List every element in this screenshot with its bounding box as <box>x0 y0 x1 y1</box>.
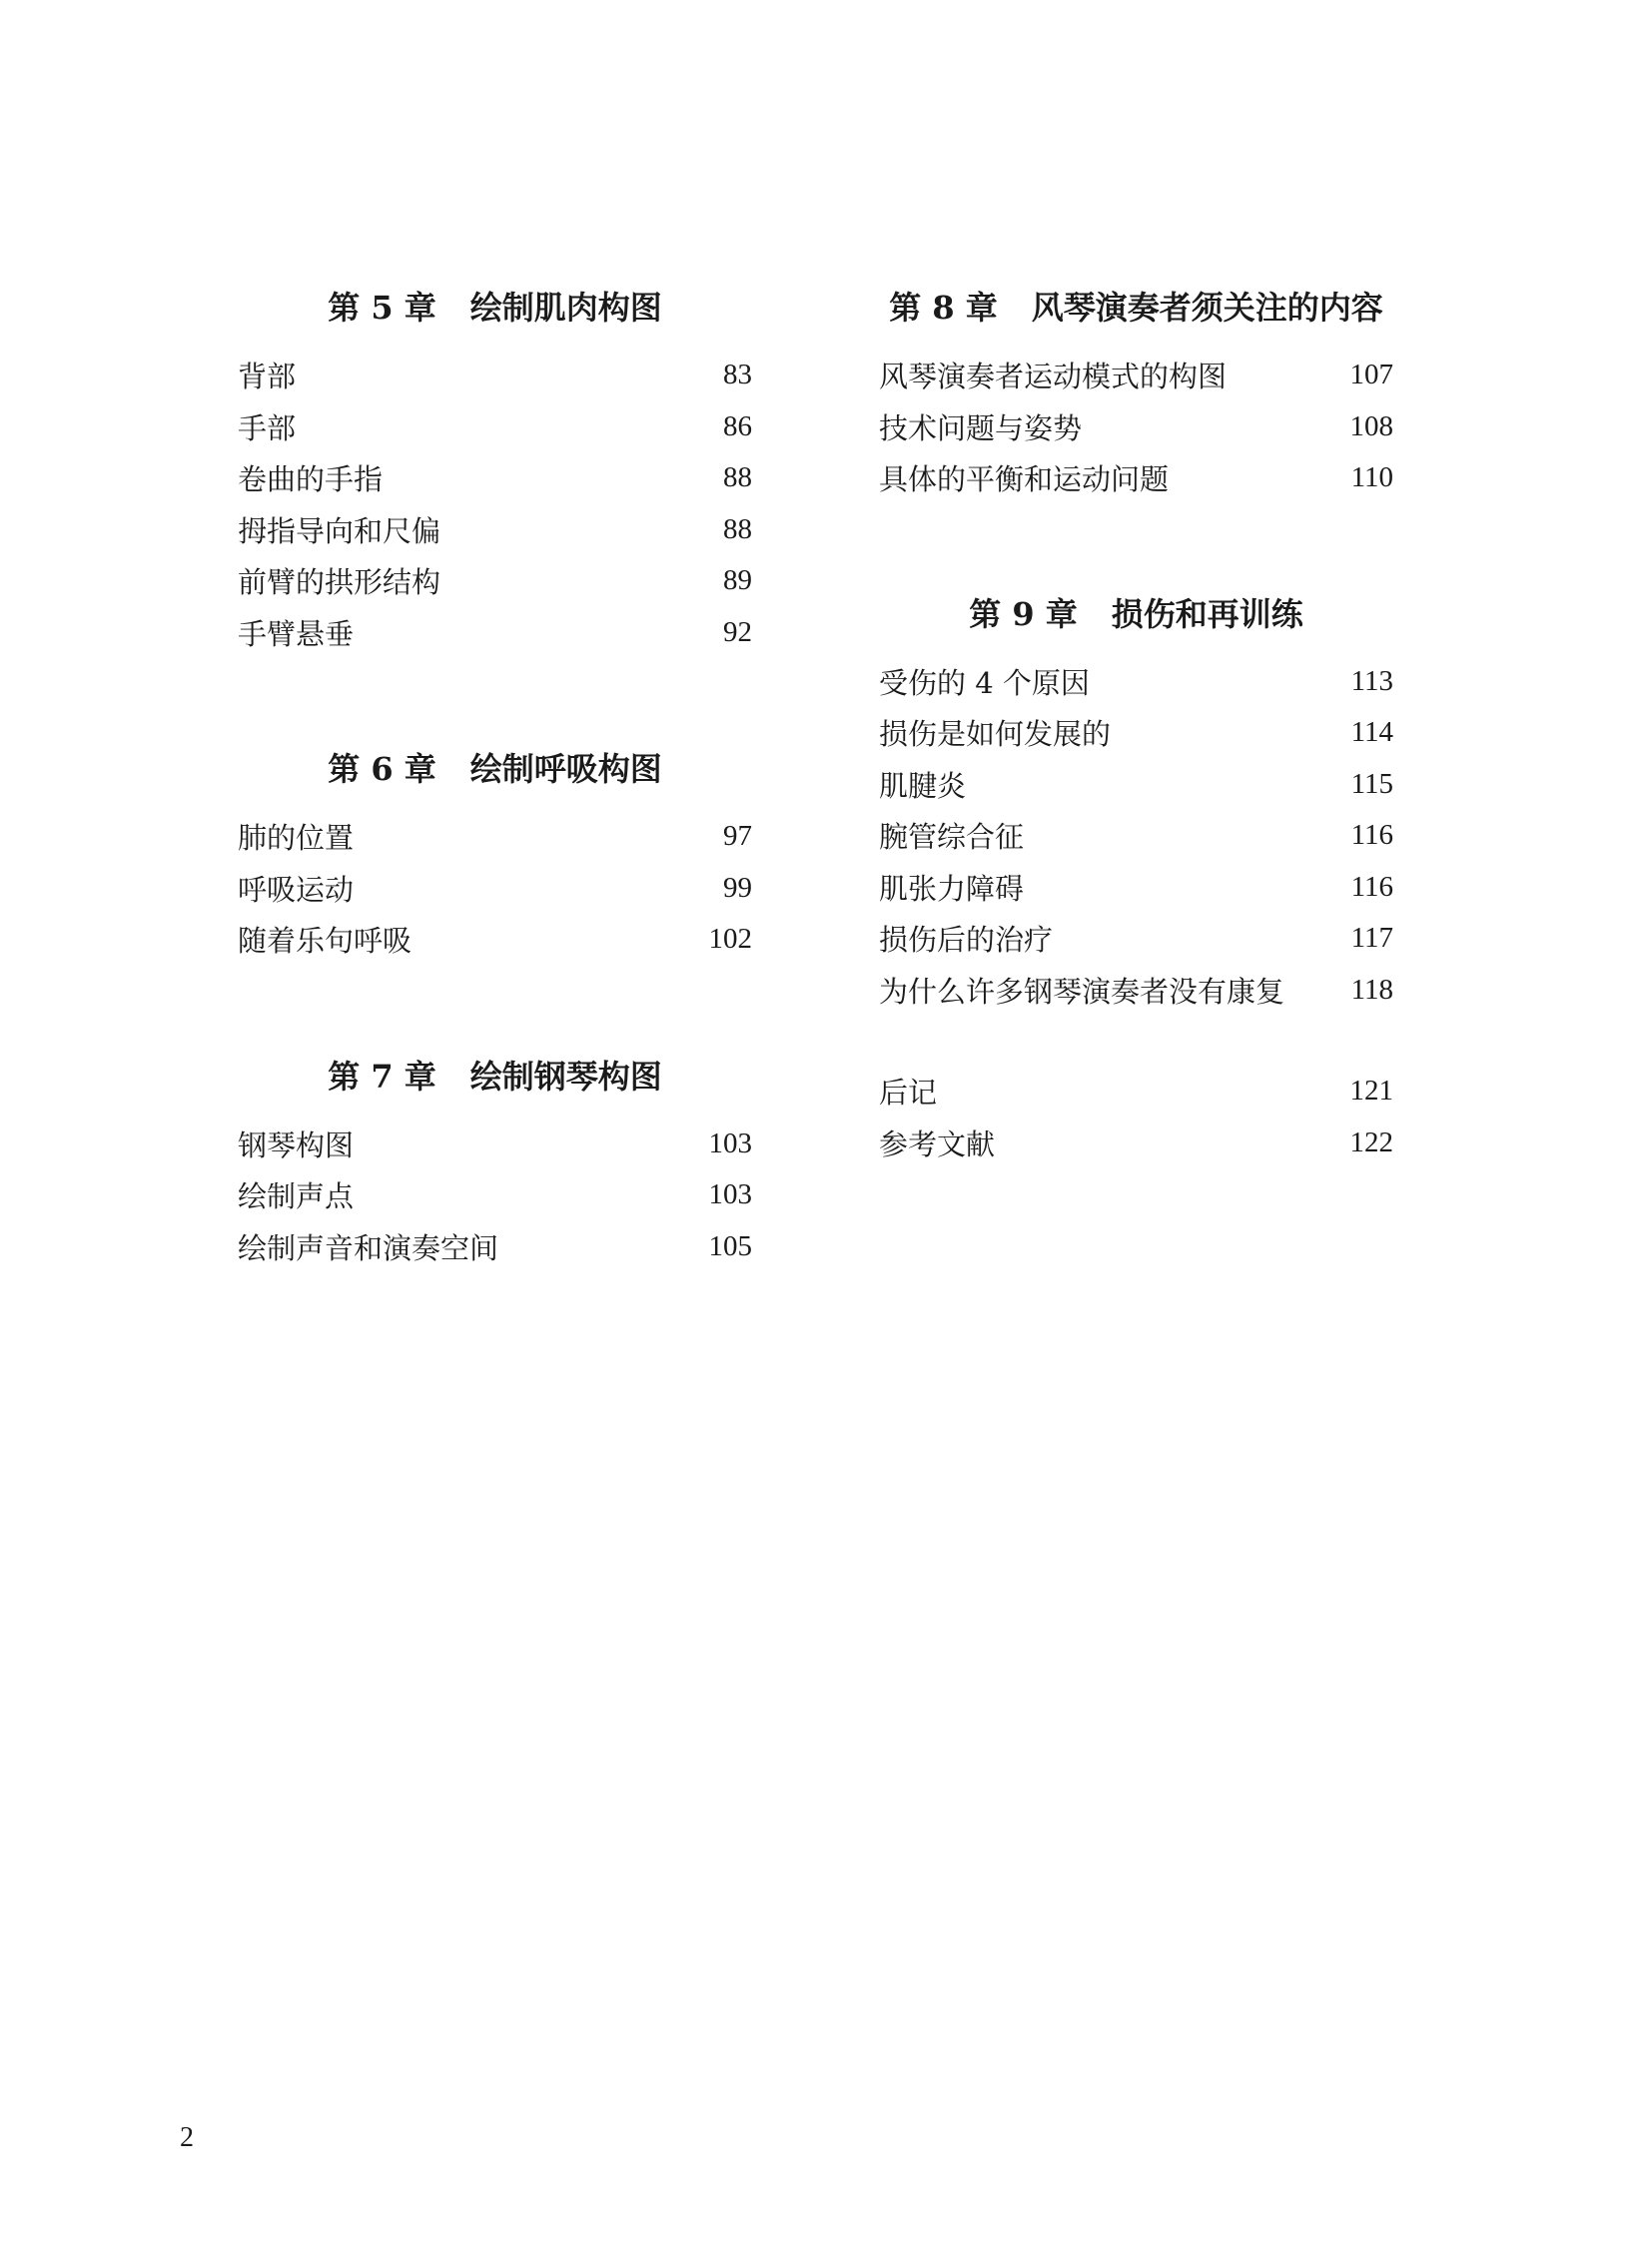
chapter-section <box>238 280 752 658</box>
toc-entry[interactable] <box>879 1118 1393 1169</box>
toc-entry[interactable] <box>238 504 752 556</box>
entry-title: 随着乐句呼吸 <box>238 924 413 959</box>
entry-title: 拇指导向和尺偏 <box>238 513 441 548</box>
entry-page: 114 <box>1350 716 1393 749</box>
entry-title: 手臂悬垂 <box>238 616 355 651</box>
chapter-label: 第 8 章 <box>889 289 998 327</box>
chapter-heading <box>879 586 1393 642</box>
entry-title: 受伤的 4 个原因 <box>879 665 1090 700</box>
back-matter-section <box>879 1066 1393 1168</box>
toc-entry[interactable] <box>879 810 1393 862</box>
chapter-title: 绘制呼吸构图 <box>469 750 662 788</box>
entry-page: 86 <box>723 409 752 442</box>
entry-page: 110 <box>1350 461 1393 494</box>
toc-entry[interactable] <box>238 452 752 504</box>
entry-page: 118 <box>1350 973 1393 1006</box>
entry-title: 损伤是如何发展的 <box>879 717 1112 752</box>
entry-title: 呼吸运动 <box>238 872 355 907</box>
chapter-section <box>238 1049 752 1273</box>
chapter-label: 第 7 章 <box>328 1057 436 1096</box>
entry-page: 116 <box>1350 870 1393 903</box>
entry-page: 89 <box>723 564 752 597</box>
chapter-title: 绘制钢琴构图 <box>469 1057 662 1096</box>
entry-title: 背部 <box>238 360 297 394</box>
chapter-label: 第 6 章 <box>328 750 436 788</box>
entry-title: 卷曲的手指 <box>238 462 384 497</box>
entry-page: 83 <box>723 359 752 391</box>
chapter-title: 风琴演奏者须关注的内容 <box>1031 289 1383 327</box>
entry-page: 88 <box>723 461 752 494</box>
toc-entry[interactable] <box>238 555 752 607</box>
entry-page: 103 <box>708 1178 752 1211</box>
toc-entry[interactable] <box>879 401 1393 453</box>
toc-entry[interactable] <box>238 1221 752 1273</box>
entry-title: 肌腱炎 <box>879 768 967 803</box>
toc-entry[interactable] <box>238 401 752 453</box>
toc-entry[interactable] <box>238 811 752 863</box>
toc-entry[interactable] <box>238 1119 752 1170</box>
entry-page: 121 <box>1349 1075 1393 1108</box>
entry-page: 115 <box>1350 767 1393 800</box>
entry-page: 88 <box>723 512 752 545</box>
toc-left-column <box>238 280 752 1355</box>
chapter-label: 第 5 章 <box>328 289 436 327</box>
entry-title: 为什么许多钢琴演奏者没有康复 <box>879 974 1285 1009</box>
toc-entry[interactable] <box>879 452 1393 504</box>
entry-title: 前臂的拱形结构 <box>238 565 441 600</box>
entry-title: 技术问题与姿势 <box>879 410 1083 445</box>
entry-page: 117 <box>1350 922 1393 955</box>
entry-title: 钢琴构图 <box>238 1127 355 1162</box>
entry-page: 116 <box>1350 819 1393 852</box>
page-number: 2 <box>180 2122 194 2153</box>
entry-title: 腕管综合征 <box>879 820 1025 855</box>
toc-entry[interactable] <box>238 914 752 966</box>
toc-entry[interactable] <box>879 350 1393 401</box>
entry-title: 具体的平衡和运动问题 <box>879 462 1170 497</box>
entry-title: 手部 <box>238 410 297 445</box>
toc-entry[interactable] <box>879 913 1393 965</box>
chapter-heading <box>238 280 752 336</box>
entry-title: 参考文献 <box>879 1126 996 1161</box>
entry-title: 绘制声音和演奏空间 <box>238 1230 499 1265</box>
entry-page: 102 <box>708 923 752 956</box>
entry-page: 103 <box>708 1126 752 1159</box>
entry-page: 113 <box>1350 664 1393 697</box>
toc-entry[interactable] <box>238 863 752 915</box>
entry-title: 风琴演奏者运动模式的构图 <box>879 360 1228 394</box>
toc-entry[interactable] <box>238 350 752 401</box>
chapter-title: 绘制肌肉构图 <box>469 289 662 327</box>
toc-entry[interactable] <box>879 1066 1393 1118</box>
toc-entry[interactable] <box>879 759 1393 811</box>
chapter-section <box>238 741 752 966</box>
toc-entry[interactable] <box>238 1169 752 1221</box>
toc-entry[interactable] <box>879 965 1393 1017</box>
toc-entry[interactable] <box>879 862 1393 914</box>
entry-page: 97 <box>723 820 752 853</box>
toc-right-column <box>879 280 1393 1251</box>
entry-title: 绘制声点 <box>238 1179 355 1214</box>
chapter-section <box>879 280 1393 504</box>
entry-page: 105 <box>708 1229 752 1262</box>
entry-page: 107 <box>1349 359 1393 391</box>
entry-title: 损伤后的治疗 <box>879 923 1054 958</box>
chapter-heading <box>879 280 1393 336</box>
chapter-label: 第 9 章 <box>969 594 1078 633</box>
entry-page: 122 <box>1349 1125 1393 1158</box>
entry-page: 99 <box>723 871 752 904</box>
entry-title: 肌张力障碍 <box>879 871 1025 906</box>
toc-entry[interactable] <box>879 707 1393 759</box>
entry-page: 92 <box>723 615 752 648</box>
chapter-heading <box>238 1049 752 1105</box>
entry-page: 108 <box>1349 409 1393 442</box>
toc-entry[interactable] <box>238 607 752 659</box>
chapter-title: 损伤和再训练 <box>1111 594 1303 633</box>
toc-entry[interactable] <box>879 656 1393 708</box>
chapter-section <box>879 586 1393 1017</box>
entry-title: 后记 <box>879 1076 938 1111</box>
entry-title: 肺的位置 <box>238 821 355 856</box>
chapter-heading <box>238 741 752 797</box>
